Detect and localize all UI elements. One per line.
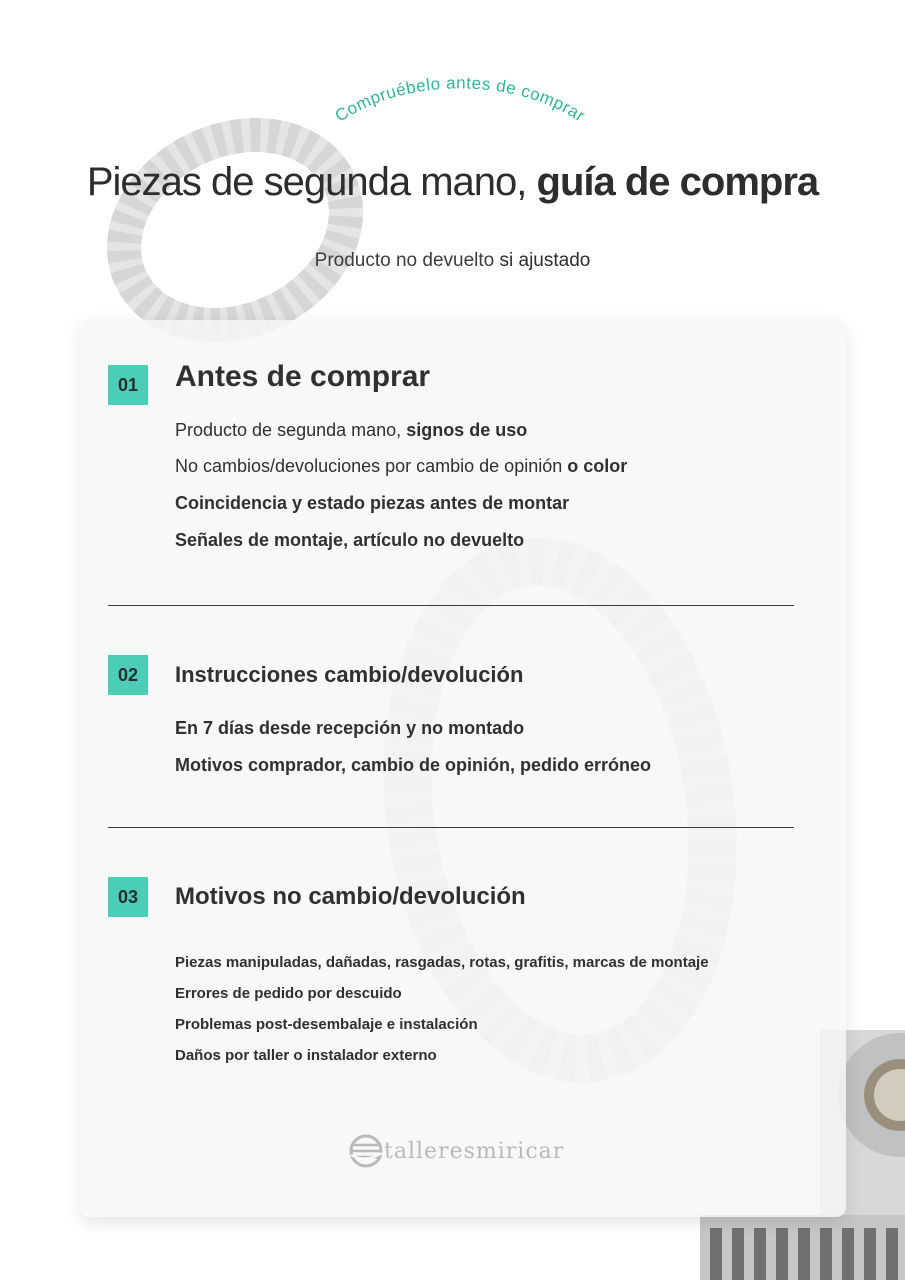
- brand-logo: [348, 1133, 564, 1169]
- section-number-badge: 02: [108, 655, 148, 695]
- list-item: Motivos comprador, cambio de opinión, pedido erróneo: [175, 755, 652, 775]
- page-subtitle: [0, 250, 905, 272]
- section-divider: [108, 605, 794, 606]
- section-number-badge: 03: [108, 877, 148, 917]
- brand-logo-text: talleresmiricar: [384, 1138, 565, 1164]
- list-item: No cambios/devoluciones por cambio de opinión o color: [175, 456, 628, 476]
- section-divider: [108, 827, 794, 828]
- list-item: Problemas post-desembalaje e instalación: [175, 1016, 478, 1033]
- page-title: [0, 160, 905, 205]
- arc-heading-text: Compruébelo antes de comprar: [331, 73, 589, 126]
- section-title: Antes de comprar: [175, 360, 431, 393]
- page-title-regular: Piezas de segunda mano,: [86, 160, 527, 204]
- list-item: Señales de montaje, artículo no devuelto: [175, 530, 525, 550]
- section-title: Instrucciones cambio/devolución: [175, 662, 524, 687]
- list-item: Errores de pedido por descuido: [175, 985, 402, 1002]
- list-item: En 7 días desde recepción y no montado: [175, 718, 525, 738]
- list-item: Piezas manipuladas, dañadas, rasgadas, rotas, grafitis, marcas de montaje: [175, 954, 709, 971]
- helmet-logo-icon: [348, 1133, 384, 1169]
- subtitle-regular: Producto no devuelto: [314, 250, 495, 271]
- list-item: Producto de segunda mano, signos de uso: [175, 420, 528, 440]
- svg-text:Compruébelo antes de comprar: [332, 73, 589, 125]
- page-title-bold: guía de compra: [536, 160, 819, 204]
- subtitle-bold: si ajustado: [499, 250, 591, 271]
- section-number-badge: 01: [108, 365, 148, 405]
- section-title: Motivos no cambio/devolución: [175, 883, 526, 910]
- list-item: Daños por taller o instalador externo: [175, 1047, 437, 1064]
- list-item: Coincidencia y estado piezas antes de montar: [175, 493, 570, 513]
